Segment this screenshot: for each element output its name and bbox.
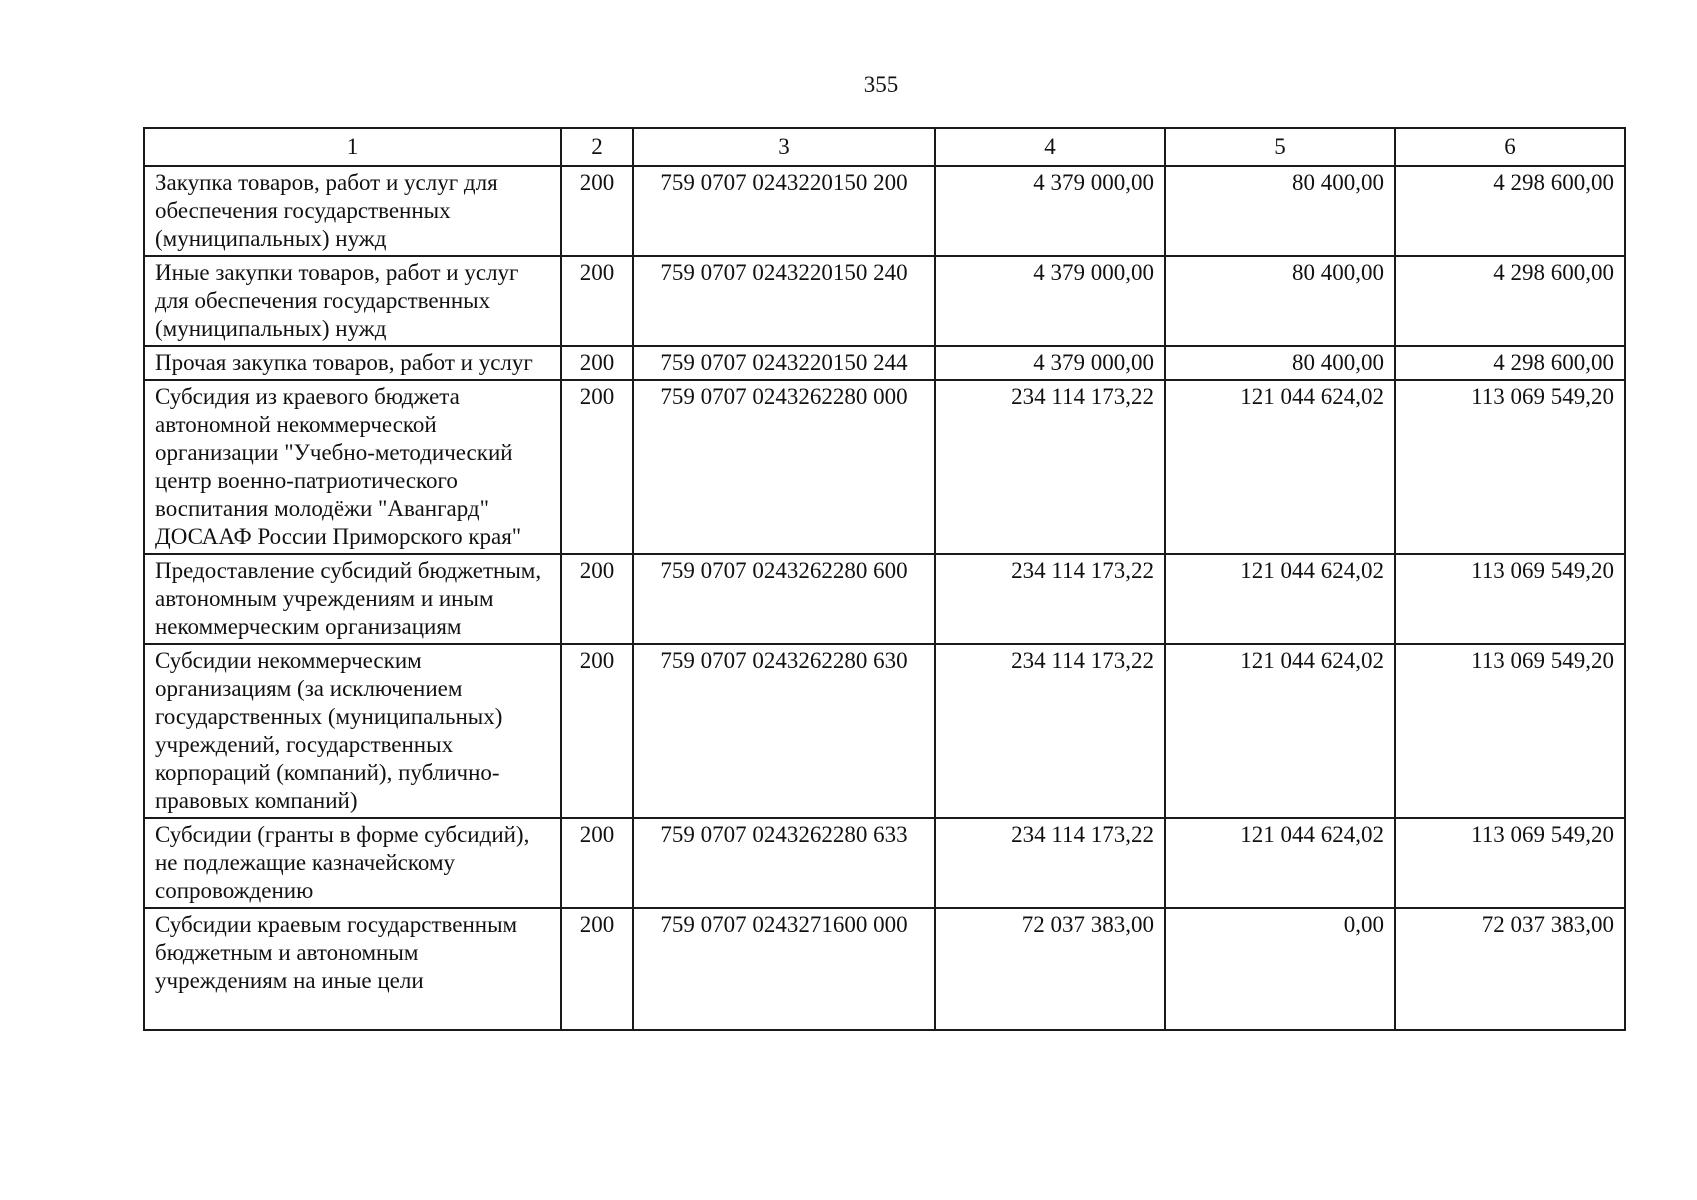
cell-value-5: 121 044 624,02 [1165,554,1395,644]
cell-code: 200 [561,554,633,644]
cell-classification: 759 0707 0243220150 244 [633,346,935,380]
cell-code: 200 [561,644,633,818]
cell-name: Закупка товаров, работ и услуг для обеспечения государственных (муниципальных) нужд [144,166,561,256]
table-row [144,818,1625,908]
table-row [144,644,1625,818]
budget-table [143,127,1626,1031]
column-header: 5 [1165,128,1395,166]
table-header-row [144,128,1625,166]
cell-value-4: 72 037 383,00 [935,908,1165,1030]
cell-value-6: 4 298 600,00 [1395,256,1625,346]
cell-value-5: 80 400,00 [1165,166,1395,256]
cell-code: 200 [561,166,633,256]
cell-value-6: 113 069 549,20 [1395,554,1625,644]
cell-value-5: 80 400,00 [1165,346,1395,380]
cell-code: 200 [561,346,633,380]
cell-value-6: 113 069 549,20 [1395,644,1625,818]
cell-value-4: 234 114 173,22 [935,644,1165,818]
cell-name: Предоставление субсидий бюджетным, автономным учреждениям и иным некоммерческим организациям [144,554,561,644]
table-row [144,256,1625,346]
cell-classification: 759 0707 0243220150 240 [633,256,935,346]
column-header: 4 [935,128,1165,166]
table-row [144,554,1625,644]
cell-value-5: 0,00 [1165,908,1395,1030]
cell-value-4: 234 114 173,22 [935,818,1165,908]
column-header: 3 [633,128,935,166]
column-header: 2 [561,128,633,166]
cell-value-6: 72 037 383,00 [1395,908,1625,1030]
column-header: 6 [1395,128,1625,166]
cell-name: Субсидии некоммерческим организациям (за исключением государственных (муниципальных) учреждений, государственных корпораций (компаний), публично-правовых компаний) [144,644,561,818]
cell-value-4: 4 379 000,00 [935,166,1165,256]
table-row [144,908,1625,1030]
cell-classification: 759 0707 0243262280 600 [633,554,935,644]
cell-value-5: 121 044 624,02 [1165,818,1395,908]
cell-classification: 759 0707 0243262280 000 [633,380,935,554]
cell-name: Иные закупки товаров, работ и услуг для обеспечения государственных (муниципальных) нужд [144,256,561,346]
cell-code: 200 [561,908,633,1030]
cell-value-6: 113 069 549,20 [1395,380,1625,554]
cell-value-5: 121 044 624,02 [1165,644,1395,818]
table-row [144,166,1625,256]
cell-name: Субсидии краевым государственным бюджетным и автономным учреждениям на иные цели [144,908,561,1030]
cell-value-4: 234 114 173,22 [935,380,1165,554]
cell-name: Субсидии (гранты в форме субсидий), не подлежащие казначейскому сопровождению [144,818,561,908]
cell-code: 200 [561,256,633,346]
cell-classification: 759 0707 0243220150 200 [633,166,935,256]
page-number: 355 [863,72,899,97]
table-row [144,380,1625,554]
cell-value-6: 113 069 549,20 [1395,818,1625,908]
cell-value-4: 4 379 000,00 [935,256,1165,346]
cell-code: 200 [561,818,633,908]
cell-value-4: 4 379 000,00 [935,346,1165,380]
cell-code: 200 [561,380,633,554]
cell-value-5: 80 400,00 [1165,256,1395,346]
cell-value-5: 121 044 624,02 [1165,380,1395,554]
cell-classification: 759 0707 0243271600 000 [633,908,935,1030]
cell-value-4: 234 114 173,22 [935,554,1165,644]
cell-classification: 759 0707 0243262280 633 [633,818,935,908]
cell-classification: 759 0707 0243262280 630 [633,644,935,818]
cell-value-6: 4 298 600,00 [1395,166,1625,256]
cell-name: Прочая закупка товаров, работ и услуг [144,346,561,380]
column-header: 1 [144,128,561,166]
cell-name: Субсидия из краевого бюджета автономной некоммерческой организации "Учебно-методический центр военно-патриотического воспитания молодёжи "Авангард" ДОСААФ России Приморского края" [144,380,561,554]
table-row [144,346,1625,380]
cell-value-6: 4 298 600,00 [1395,346,1625,380]
